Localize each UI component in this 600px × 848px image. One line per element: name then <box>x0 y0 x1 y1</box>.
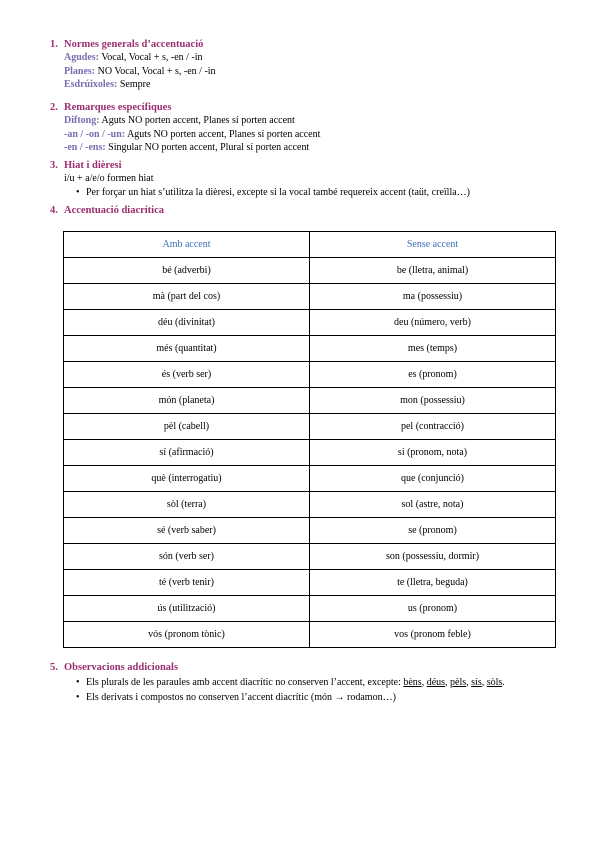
column-header-sense-accent: Sense accent <box>310 232 556 258</box>
table-header-row <box>64 232 556 258</box>
cell-sense-accent: mes (temps) <box>310 336 556 362</box>
section-4-heading: 4. Accentuació diacrítica <box>50 205 165 216</box>
column-header-amb-accent: Amb accent <box>64 232 310 258</box>
section-5-title: Observacions addicionals <box>64 662 179 673</box>
table-row <box>64 310 556 336</box>
list-item: • Els derivats i compostos no conserven l’accent diacrític (món → rodamon…) <box>76 692 396 703</box>
cell-sense-accent: te (lletra, beguda) <box>310 570 556 596</box>
cell-amb-accent: mà (part del cos) <box>64 284 310 310</box>
rule-agudes: Agudes: Vocal, Vocal + s, -en / -in <box>64 52 203 63</box>
section-3-title: Hiat i dièresi <box>64 160 122 171</box>
cell-amb-accent: sé (verb saber) <box>64 518 310 544</box>
cell-sense-accent: deu (número, verb) <box>310 310 556 336</box>
section-4-title: Accentuació diacrítica <box>64 205 165 216</box>
cell-amb-accent: té (verb tenir) <box>64 570 310 596</box>
cell-amb-accent: sí (afirmació) <box>64 440 310 466</box>
rule-an-on-un: -an / -on / -un: Aguts NO porten accent, Planes sí porten accent <box>64 128 321 140</box>
section-1-title: Normes generals d’accentuació <box>64 39 204 50</box>
cell-amb-accent: déu (divinitat) <box>64 310 310 336</box>
section-3 <box>50 159 470 199</box>
table-row <box>64 570 556 596</box>
cell-sense-accent: vos (pronom feble) <box>310 622 556 648</box>
exception-word: bèns <box>403 677 422 688</box>
cell-sense-accent: son (possessiu, dormir) <box>310 544 556 570</box>
diacritic-table <box>63 231 556 648</box>
cell-sense-accent: sol (astre, nota) <box>310 492 556 518</box>
table-body <box>64 258 556 648</box>
cell-sense-accent: que (conjunció) <box>310 466 556 492</box>
cell-amb-accent: què (interrogatiu) <box>64 466 310 492</box>
list-item: • Per forçar un hiat s’utilitza la dièresi, excepte si la vocal també requereix accent (taüt, creïlla…) <box>76 186 470 198</box>
section-5 <box>50 661 505 704</box>
rule-planes: Planes: NO Vocal, Vocal + s, -en / -in <box>64 65 216 77</box>
table-row <box>64 622 556 648</box>
section-3-heading: 3. Hiat i dièresi <box>50 160 122 171</box>
cell-amb-accent: ús (utilització) <box>64 596 310 622</box>
section-4 <box>50 204 164 217</box>
table-row <box>64 596 556 622</box>
cell-amb-accent: són (verb ser) <box>64 544 310 570</box>
section-2 <box>50 101 320 155</box>
rule-diftong: Diftong: Aguts NO porten accent, Planes sí porten accent <box>64 115 295 126</box>
cell-amb-accent: bé (adverbi) <box>64 258 310 284</box>
cell-amb-accent: més (quantitat) <box>64 336 310 362</box>
exception-word: pèls <box>450 677 467 688</box>
bullet-icon: • <box>76 186 80 198</box>
cell-amb-accent: vós (pronom tònic) <box>64 622 310 648</box>
exception-word: sòls <box>486 677 503 688</box>
cell-sense-accent: se (pronom) <box>310 518 556 544</box>
cell-amb-accent: sòl (terra) <box>64 492 310 518</box>
table-row <box>64 284 556 310</box>
cell-sense-accent: us (pronom) <box>310 596 556 622</box>
exception-word: déus <box>426 677 446 688</box>
rule-en-ens: -en / -ens: Singular NO porten accent, Plural sí porten accent <box>64 142 310 153</box>
table-row <box>64 362 556 388</box>
bullet-icon: • <box>76 692 80 703</box>
hiat-rule: i/u + a/e/o formen hiat <box>64 173 154 184</box>
section-2-heading: 2. Remarques específiques <box>50 102 172 113</box>
section-1-heading: 1. Normes generals d’accentuació <box>50 39 204 50</box>
table-row <box>64 544 556 570</box>
cell-sense-accent: be (lletra, animal) <box>310 258 556 284</box>
section-1 <box>50 38 216 92</box>
cell-amb-accent: és (verb ser) <box>64 362 310 388</box>
section-5-heading: 5. Observacions addicionals <box>50 662 179 673</box>
table-row <box>64 518 556 544</box>
cell-sense-accent: si (pronom, nota) <box>310 440 556 466</box>
table-row <box>64 388 556 414</box>
rule-esdruixoles: Esdrúixoles: Sempre <box>64 79 151 90</box>
bullet-icon: • <box>76 677 80 688</box>
exception-word: sís <box>471 677 482 688</box>
table-row <box>64 414 556 440</box>
cell-amb-accent: pèl (cabell) <box>64 414 310 440</box>
table-row <box>64 440 556 466</box>
exception-words: bèns, déus, pèls, sís, sòls <box>403 677 503 688</box>
table-row <box>64 336 556 362</box>
cell-sense-accent: ma (possessiu) <box>310 284 556 310</box>
list-item: • Els plurals de les paraules amb accent diacrític no conserven l’accent, excepte: bèns, déus, pèls, sís, sòls. <box>76 677 505 688</box>
table-row <box>64 492 556 518</box>
cell-sense-accent: es (pronom) <box>310 362 556 388</box>
cell-amb-accent: món (planeta) <box>64 388 310 414</box>
table-row <box>64 466 556 492</box>
cell-sense-accent: mon (possessiu) <box>310 388 556 414</box>
table-row <box>64 258 556 284</box>
cell-sense-accent: pel (contracció) <box>310 414 556 440</box>
section-2-title: Remarques específiques <box>64 102 172 113</box>
